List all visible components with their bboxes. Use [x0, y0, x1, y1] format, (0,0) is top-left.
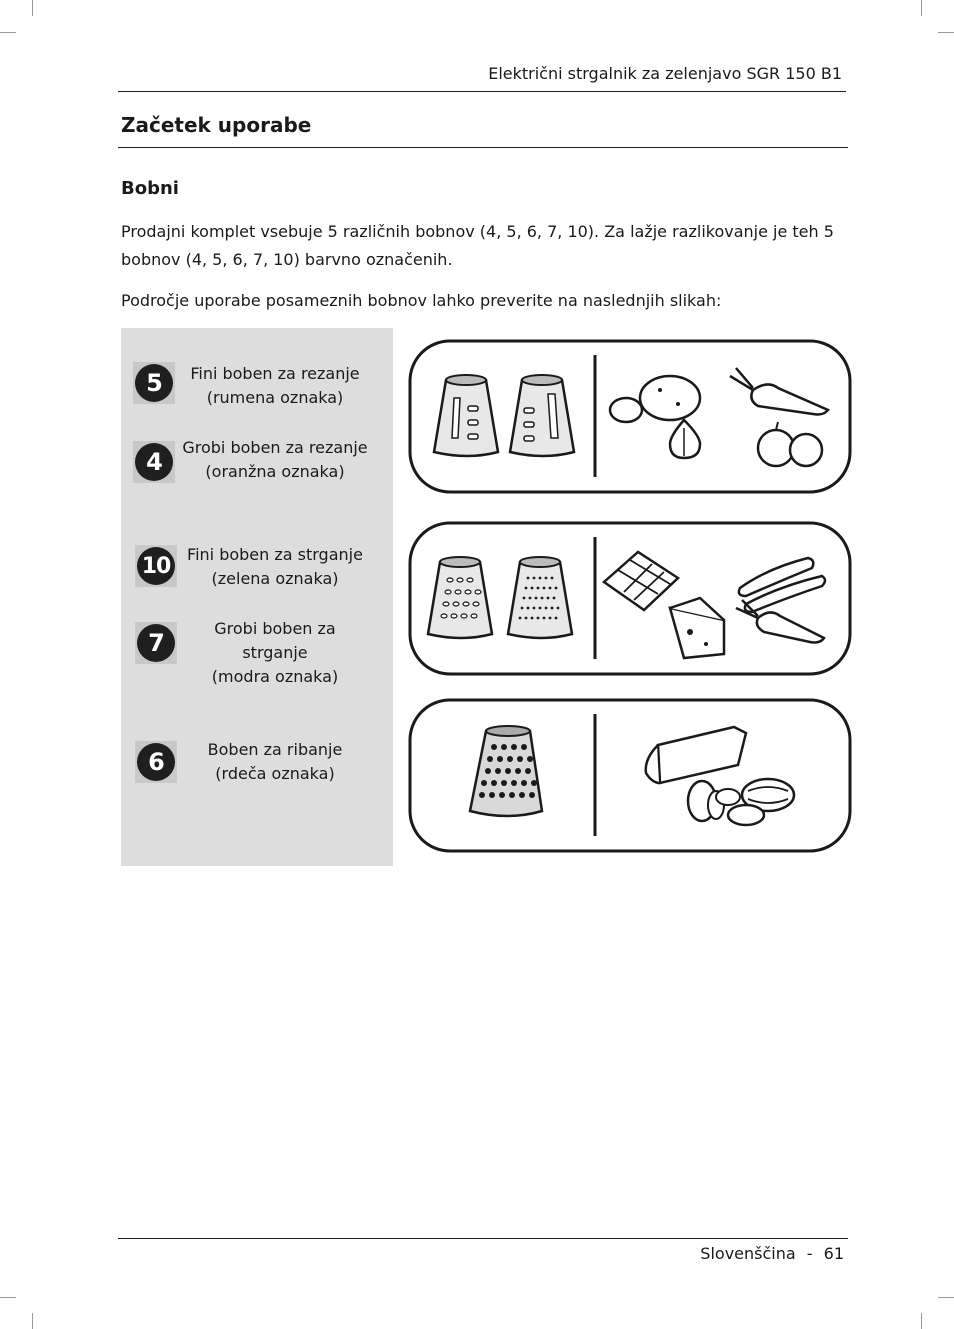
header-rule — [118, 91, 846, 92]
drum-mark: (rumena oznaka) — [206, 388, 344, 407]
drum-description — [180, 362, 370, 410]
rasping-drum-illustration — [408, 697, 852, 854]
page-number: 61 — [823, 1244, 844, 1263]
drum-name: Boben za ribanje — [207, 740, 343, 759]
drum-number-badge: 6 — [135, 741, 177, 783]
slicing-drum-icon — [434, 375, 498, 456]
slicing-drums-illustration — [408, 338, 852, 495]
drum-name: Grobi boben za rezanje — [182, 438, 368, 457]
page-footer — [700, 1244, 844, 1263]
slicing-drum-icon — [510, 375, 574, 456]
grating-drum-icon — [508, 557, 572, 638]
crop-mark — [0, 32, 16, 33]
section-title: Začetek uporabe — [121, 113, 312, 137]
drum-name: Grobi boben za strganje — [214, 619, 336, 662]
drum-number-badge: 7 — [135, 622, 177, 664]
footer-rule — [118, 1238, 848, 1239]
grating-drums-illustration — [408, 520, 852, 677]
drum-number-badge: 5 — [133, 362, 175, 404]
usage-paragraph: Področje uporabe posameznih bobnov lahko preverite na naslednjih slikah: — [121, 291, 722, 310]
grating-drum-icon — [428, 557, 492, 638]
section-rule — [118, 147, 848, 148]
footer-separator: - — [806, 1244, 813, 1263]
drum-mark: (zelena oznaka) — [211, 569, 339, 588]
crop-mark — [921, 0, 922, 16]
intro-paragraph: Prodajni komplet vsebuje 5 različnih bobnov (4, 5, 6, 7, 10). Za lažje razlikovanje je teh 5 bobnov (4, 5, 6, 7, 10) barvno označenih. — [121, 222, 834, 269]
subsection-title: Bobni — [121, 178, 179, 199]
drum-description — [180, 543, 370, 591]
drum-number-badge: 4 — [133, 441, 175, 483]
drum-mark: (rdeča oznaka) — [215, 764, 335, 783]
drum-mark: (modra oznaka) — [211, 667, 339, 686]
drum-name: Fini boben za strganje — [187, 545, 363, 564]
drum-description — [180, 436, 370, 484]
footer-language: Slovenščina — [700, 1244, 796, 1263]
crop-mark — [938, 1297, 954, 1298]
drum-description — [180, 617, 370, 689]
crop-mark — [938, 32, 954, 33]
drum-mark: (oranžna oznaka) — [205, 462, 345, 481]
crop-mark — [0, 1297, 16, 1298]
crop-mark — [32, 0, 33, 16]
crop-mark — [921, 1313, 922, 1329]
running-header: Električni strgalnik za zelenjavo SGR 150 B1 — [488, 64, 842, 83]
drum-number-badge: 10 — [135, 545, 177, 587]
drum-name: Fini boben za rezanje — [190, 364, 360, 383]
crop-mark — [32, 1313, 33, 1329]
drum-description — [180, 738, 370, 786]
